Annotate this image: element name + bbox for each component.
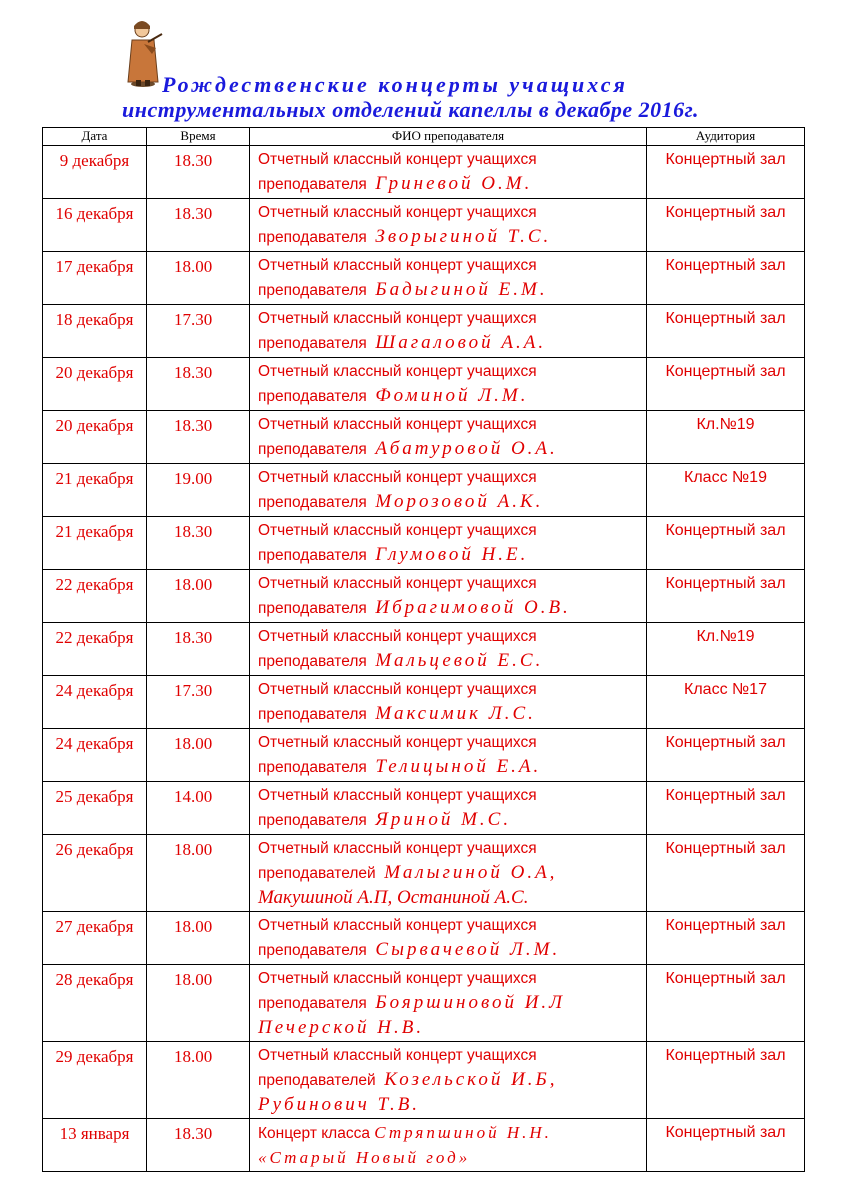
teacher-name: Бадыгиной Е.М.	[375, 279, 548, 300]
page-title-line-1: Рождественские концерты учащихся	[162, 72, 628, 97]
date-cell: 13 января	[43, 1119, 147, 1172]
teacher-line	[258, 649, 642, 674]
teacher-name: Малыгиной О.А,	[384, 862, 558, 883]
teacher-label: преподавателя	[258, 547, 367, 564]
time-cell: 19.00	[147, 464, 250, 517]
table-row	[43, 1119, 805, 1172]
teacher-cell	[250, 835, 647, 912]
table-header-row	[43, 128, 805, 146]
concert-description: Отчетный классный концерт учащихся	[258, 628, 537, 645]
teacher-name: Макушиной А.П, Останиной А.С.	[258, 887, 529, 908]
concert-description: Отчетный классный концерт учащихся	[258, 970, 537, 987]
teacher-cell	[250, 358, 647, 411]
time-cell: 17.30	[147, 305, 250, 358]
room-cell: Концертный зал	[647, 835, 805, 912]
time-cell: 18.30	[147, 146, 250, 199]
teacher-name: Мальцевой Е.С.	[375, 650, 544, 671]
teacher-cell	[250, 199, 647, 252]
date-cell: 16 декабря	[43, 199, 147, 252]
time-cell: 18.30	[147, 411, 250, 464]
time-cell: 18.30	[147, 517, 250, 570]
table-row	[43, 965, 805, 1042]
teacher-cell	[250, 252, 647, 305]
room-cell: Концертный зал	[647, 1119, 805, 1172]
table-row	[43, 517, 805, 570]
teacher-line	[258, 1068, 642, 1093]
concert-description: Отчетный классный концерт учащихся	[258, 257, 537, 274]
teacher-cell	[250, 570, 647, 623]
teacher-name: Абатуровой О.А.	[375, 438, 558, 459]
teacher-name: Шагаловой А.А.	[375, 332, 547, 353]
table-body	[43, 146, 805, 1172]
teacher-name: Ибрагимовой О.В.	[375, 597, 571, 618]
teacher-label: преподавателей	[258, 865, 376, 882]
time-cell: 18.30	[147, 199, 250, 252]
table-row	[43, 199, 805, 252]
table-row	[43, 358, 805, 411]
date-cell: 24 декабря	[43, 676, 147, 729]
table-row	[43, 146, 805, 199]
table-row	[43, 912, 805, 965]
teacher-name: Максимик Л.С.	[375, 703, 536, 724]
teacher-line	[258, 702, 642, 727]
room-cell: Кл.№19	[647, 411, 805, 464]
concert-schedule-table	[42, 127, 805, 1172]
teacher-line	[258, 938, 642, 963]
date-cell: 21 декабря	[43, 464, 147, 517]
teacher-label: преподавателей	[258, 1072, 376, 1089]
time-cell: 18.00	[147, 1042, 250, 1119]
concert-description: Отчетный классный концерт учащихся	[258, 917, 537, 934]
teacher-label: преподавателя	[258, 388, 367, 405]
date-cell: 18 декабря	[43, 305, 147, 358]
teacher-cell	[250, 1119, 647, 1172]
teacher-label: преподавателя	[258, 600, 367, 617]
table-row	[43, 623, 805, 676]
teacher-cell	[250, 782, 647, 835]
teacher-label: преподавателя	[258, 229, 367, 246]
teacher-line	[258, 861, 642, 886]
concert-description: Отчетный классный концерт учащихся	[258, 363, 537, 380]
teacher-name: Козельской И.Б,	[384, 1069, 558, 1090]
time-cell: 18.00	[147, 835, 250, 912]
teacher-name: Телицыной Е.А.	[375, 756, 542, 777]
time-cell: 17.30	[147, 676, 250, 729]
teacher-line	[258, 490, 642, 515]
teacher-cell	[250, 146, 647, 199]
concert-description: Отчетный классный концерт учащихся	[258, 204, 537, 221]
teacher-label: преподавателя	[258, 995, 367, 1012]
teacher-name: Печерской Н.В.	[258, 1017, 425, 1038]
teacher-name: Фоминой Л.М.	[375, 385, 529, 406]
teacher-cell	[250, 623, 647, 676]
date-cell: 25 декабря	[43, 782, 147, 835]
date-cell: 28 декабря	[43, 965, 147, 1042]
teacher-label: преподавателя	[258, 282, 367, 299]
teacher-cell	[250, 676, 647, 729]
teacher-line	[258, 755, 642, 780]
header-date: Дата	[43, 128, 147, 146]
teacher-name: Морозовой А.К.	[375, 491, 544, 512]
teacher-cell	[250, 1042, 647, 1119]
room-cell: Концертный зал	[647, 252, 805, 305]
teacher-cell	[250, 464, 647, 517]
concert-description: Отчетный классный концерт учащихся	[258, 310, 537, 327]
teacher-name: Стряпшиной Н.Н.	[374, 1123, 552, 1142]
time-cell: 18.30	[147, 358, 250, 411]
room-cell: Концертный зал	[647, 305, 805, 358]
room-cell: Концертный зал	[647, 517, 805, 570]
header-room: Аудитория	[647, 128, 805, 146]
date-cell: 20 декабря	[43, 358, 147, 411]
room-cell: Класс №19	[647, 464, 805, 517]
teacher-name: Рубинович Т.В.	[258, 1094, 421, 1115]
teacher-line	[258, 384, 642, 409]
concert-description: Отчетный классный концерт учащихся	[258, 1047, 537, 1064]
teacher-line	[258, 225, 642, 250]
date-cell: 24 декабря	[43, 729, 147, 782]
teacher-cell	[250, 517, 647, 570]
date-cell: 9 декабря	[43, 146, 147, 199]
teacher-line	[258, 991, 642, 1016]
table-row	[43, 729, 805, 782]
table-row	[43, 411, 805, 464]
date-cell: 29 декабря	[43, 1042, 147, 1119]
teacher-cell	[250, 305, 647, 358]
teacher-line	[258, 543, 642, 568]
room-cell: Концертный зал	[647, 782, 805, 835]
concert-description: Отчетный классный концерт учащихся	[258, 734, 537, 751]
concert-description: Отчетный классный концерт учащихся	[258, 151, 537, 168]
time-cell: 14.00	[147, 782, 250, 835]
teacher-line	[258, 172, 642, 197]
concert-description: Отчетный классный концерт учащихся	[258, 522, 537, 539]
teacher-label: преподавателя	[258, 176, 367, 193]
time-cell: 18.00	[147, 912, 250, 965]
concert-description: Отчетный классный концерт учащихся	[258, 840, 537, 857]
teacher-line	[258, 596, 642, 621]
room-cell: Концертный зал	[647, 358, 805, 411]
teacher-label: преподавателя	[258, 706, 367, 723]
room-cell: Концертный зал	[647, 965, 805, 1042]
teacher-name: Бояршиновой И.Л	[375, 992, 566, 1013]
teacher-name: Яриной М.С.	[375, 809, 512, 830]
room-cell: Концертный зал	[647, 912, 805, 965]
teacher-cell	[250, 965, 647, 1042]
page-title-line-2: инструментальных отделений капеллы в декабре 2016г.	[122, 97, 700, 122]
table-row	[43, 570, 805, 623]
concert-line	[258, 1121, 642, 1146]
concert-description: Отчетный классный концерт учащихся	[258, 681, 537, 698]
table-row	[43, 835, 805, 912]
concert-description: Отчетный классный концерт учащихся	[258, 575, 537, 592]
time-cell: 18.00	[147, 729, 250, 782]
date-cell: 17 декабря	[43, 252, 147, 305]
room-cell: Концертный зал	[647, 1042, 805, 1119]
room-cell: Концертный зал	[647, 570, 805, 623]
time-cell: 18.00	[147, 965, 250, 1042]
room-cell: Концертный зал	[647, 146, 805, 199]
room-cell: Концертный зал	[647, 199, 805, 252]
concert-description: Отчетный классный концерт учащихся	[258, 787, 537, 804]
teacher-label: преподавателя	[258, 335, 367, 352]
teacher-label: преподавателя	[258, 653, 367, 670]
teacher-line	[258, 437, 642, 462]
room-cell: Концертный зал	[647, 729, 805, 782]
date-cell: 22 декабря	[43, 623, 147, 676]
concert-description: Отчетный классный концерт учащихся	[258, 469, 537, 486]
table-row	[43, 252, 805, 305]
teacher-label: преподавателя	[258, 441, 367, 458]
time-cell: 18.30	[147, 623, 250, 676]
teacher-label: преподавателя	[258, 759, 367, 776]
table-row	[43, 305, 805, 358]
concert-description: Отчетный классный концерт учащихся	[258, 416, 537, 433]
date-cell: 27 декабря	[43, 912, 147, 965]
table-row	[43, 782, 805, 835]
header-time: Время	[147, 128, 250, 146]
teacher-name: Гриневой О.М.	[375, 173, 533, 194]
teacher-line	[258, 331, 642, 356]
teacher-name: Глумовой Н.Е.	[375, 544, 529, 565]
teacher-line	[258, 278, 642, 303]
teacher-label: преподавателя	[258, 812, 367, 829]
teacher-cell	[250, 912, 647, 965]
header-teacher: ФИО преподавателя	[250, 128, 647, 146]
date-cell: 20 декабря	[43, 411, 147, 464]
teacher-cell	[250, 411, 647, 464]
date-cell: 21 декабря	[43, 517, 147, 570]
time-cell: 18.00	[147, 570, 250, 623]
time-cell: 18.00	[147, 252, 250, 305]
table-row	[43, 676, 805, 729]
concert-subtitle: «Старый Новый год»	[258, 1148, 471, 1167]
teacher-line	[258, 808, 642, 833]
teacher-label: преподавателя	[258, 494, 367, 511]
teacher-label: преподавателя	[258, 942, 367, 959]
table-row	[43, 1042, 805, 1119]
teacher-name: Сырвачевой Л.М.	[375, 939, 561, 960]
date-cell: 26 декабря	[43, 835, 147, 912]
concert-prefix: Концерт класса	[258, 1125, 370, 1142]
date-cell: 22 декабря	[43, 570, 147, 623]
room-cell: Класс №17	[647, 676, 805, 729]
teacher-name: Зворыгиной Т.С.	[375, 226, 552, 247]
teacher-cell	[250, 729, 647, 782]
table-row	[43, 464, 805, 517]
time-cell: 18.30	[147, 1119, 250, 1172]
violinist-illustration	[122, 18, 164, 88]
room-cell: Кл.№19	[647, 623, 805, 676]
